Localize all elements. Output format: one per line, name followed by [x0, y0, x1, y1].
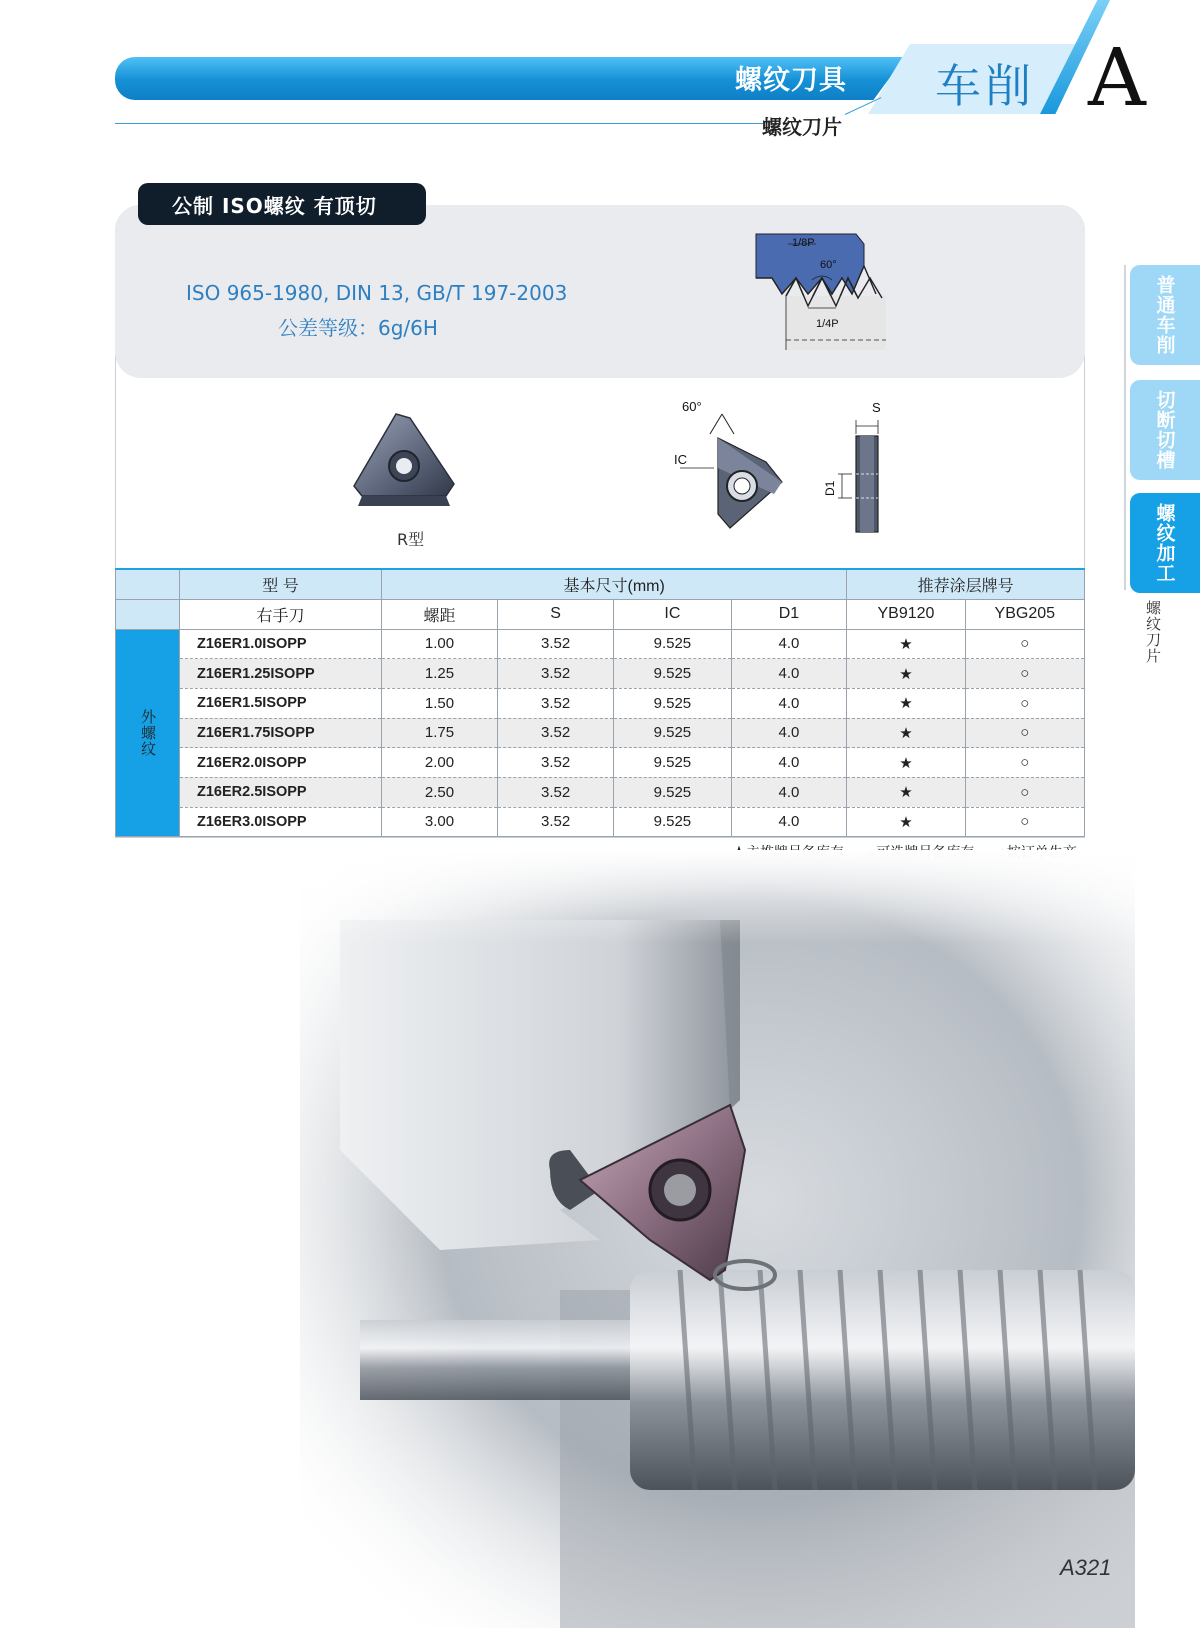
- row-grade-ybg205: ○: [965, 807, 1084, 837]
- row-ic: 9.525: [614, 688, 731, 718]
- side-tab-parting-grooving[interactable]: 切断切槽: [1130, 380, 1200, 480]
- thread-profile-diagram: [752, 232, 890, 352]
- row-d1: 4.0: [731, 718, 847, 748]
- row-d1: 4.0: [731, 777, 847, 807]
- tolerance-text: 公差等级：6g/6H: [278, 316, 438, 340]
- row-s: 3.52: [498, 629, 614, 659]
- row-pitch: 1.75: [381, 718, 497, 748]
- header-dimensions: 基本尺寸(mm): [381, 569, 846, 599]
- row-pitch: 2.50: [381, 777, 497, 807]
- row-grade-yb9120: ★: [847, 807, 965, 837]
- row-grade-yb9120: ★: [847, 777, 965, 807]
- header-grades: 推荐涂层牌号: [847, 569, 1085, 599]
- header-grade-ybg205: YBG205: [965, 599, 1084, 629]
- row-pitch: 1.25: [381, 659, 497, 689]
- row-ic: 9.525: [614, 748, 731, 778]
- insert-dimension-diagram: [670, 398, 900, 543]
- side-subsection-label: 螺纹刀片: [1144, 600, 1162, 664]
- header-d1: D1: [731, 599, 847, 629]
- row-s: 3.52: [498, 807, 614, 837]
- header-category: 车削: [935, 59, 1035, 113]
- insert-ic-label: IC: [674, 452, 687, 467]
- row-ic: 9.525: [614, 629, 731, 659]
- section-title: 公制 ISO螺纹 有顶切: [138, 183, 426, 225]
- row-d1: 4.0: [731, 688, 847, 718]
- table-row: [116, 807, 1085, 837]
- section-letter: A: [1088, 31, 1146, 124]
- row-grade-ybg205: ○: [965, 777, 1084, 807]
- header-ic: IC: [614, 599, 731, 629]
- page-number: A321: [1060, 1555, 1112, 1580]
- row-s: 3.52: [498, 777, 614, 807]
- row-d1: 4.0: [731, 629, 847, 659]
- profile-bottom-label: 1/4P: [816, 318, 839, 330]
- insert-s-label: S: [872, 400, 881, 415]
- row-ic: 9.525: [614, 807, 731, 837]
- insert-photo-caption: R型: [397, 530, 425, 549]
- row-grade-ybg205: ○: [965, 688, 1084, 718]
- side-tab-threading[interactable]: 螺纹加工: [1130, 493, 1200, 593]
- side-tab-general-turning[interactable]: 普通车削: [1130, 265, 1200, 365]
- table-row: [116, 718, 1085, 748]
- row-code: Z16ER2.0ISOPP: [180, 748, 382, 778]
- insert-photo: [350, 412, 470, 512]
- standards-text: ISO 965-1980, DIN 13, GB/T 197-2003: [186, 281, 568, 305]
- table-row: [116, 777, 1085, 807]
- row-d1: 4.0: [731, 748, 847, 778]
- row-grade-ybg205: ○: [965, 748, 1084, 778]
- row-pitch: 1.50: [381, 688, 497, 718]
- row-s: 3.52: [498, 659, 614, 689]
- header-model: 型 号: [180, 569, 382, 599]
- table-row: [116, 629, 1085, 659]
- row-ic: 9.525: [614, 777, 731, 807]
- row-grade-yb9120: ★: [847, 659, 965, 689]
- row-code: Z16ER3.0ISOPP: [180, 807, 382, 837]
- insert-d1-label: D1: [823, 480, 837, 496]
- row-d1: 4.0: [731, 807, 847, 837]
- spec-table: [115, 568, 1085, 837]
- header-blank: [116, 569, 180, 599]
- header-blank: [116, 599, 180, 629]
- row-s: 3.52: [498, 748, 614, 778]
- row-ic: 9.525: [614, 718, 731, 748]
- row-code: Z16ER2.5ISOPP: [180, 777, 382, 807]
- row-code: Z16ER1.5ISOPP: [180, 688, 382, 718]
- header-grade-yb9120: YB9120: [847, 599, 965, 629]
- side-tab-divider: [1124, 265, 1126, 590]
- header-right-hand: 右手刀: [180, 599, 382, 629]
- threading-application-photo: [300, 850, 1135, 1628]
- row-grade-yb9120: ★: [847, 629, 965, 659]
- row-s: 3.52: [498, 688, 614, 718]
- table-row: [116, 688, 1085, 718]
- row-code: Z16ER1.25ISOPP: [180, 659, 382, 689]
- table-row: [116, 659, 1085, 689]
- insert-angle-label: 60°: [682, 399, 702, 414]
- row-grade-yb9120: ★: [847, 748, 965, 778]
- row-d1: 4.0: [731, 659, 847, 689]
- row-grade-yb9120: ★: [847, 718, 965, 748]
- external-thread-label: 外螺纹: [116, 629, 180, 837]
- profile-angle-label: 60°: [820, 259, 837, 271]
- row-ic: 9.525: [614, 659, 731, 689]
- table-row: [116, 748, 1085, 778]
- header-pitch: 螺距: [381, 599, 497, 629]
- profile-top-label: 1/8P: [792, 237, 815, 249]
- row-pitch: 3.00: [381, 807, 497, 837]
- row-pitch: 1.00: [381, 629, 497, 659]
- header-title: 螺纹刀具: [735, 65, 847, 96]
- row-code: Z16ER1.75ISOPP: [180, 718, 382, 748]
- header-rule: [115, 123, 763, 124]
- row-grade-ybg205: ○: [965, 718, 1084, 748]
- row-code: Z16ER1.0ISOPP: [180, 629, 382, 659]
- header-s: S: [498, 599, 614, 629]
- row-pitch: 2.00: [381, 748, 497, 778]
- row-grade-yb9120: ★: [847, 688, 965, 718]
- row-grade-ybg205: ○: [965, 629, 1084, 659]
- header-subtitle: 螺纹刀片: [762, 115, 842, 139]
- row-grade-ybg205: ○: [965, 659, 1084, 689]
- row-s: 3.52: [498, 718, 614, 748]
